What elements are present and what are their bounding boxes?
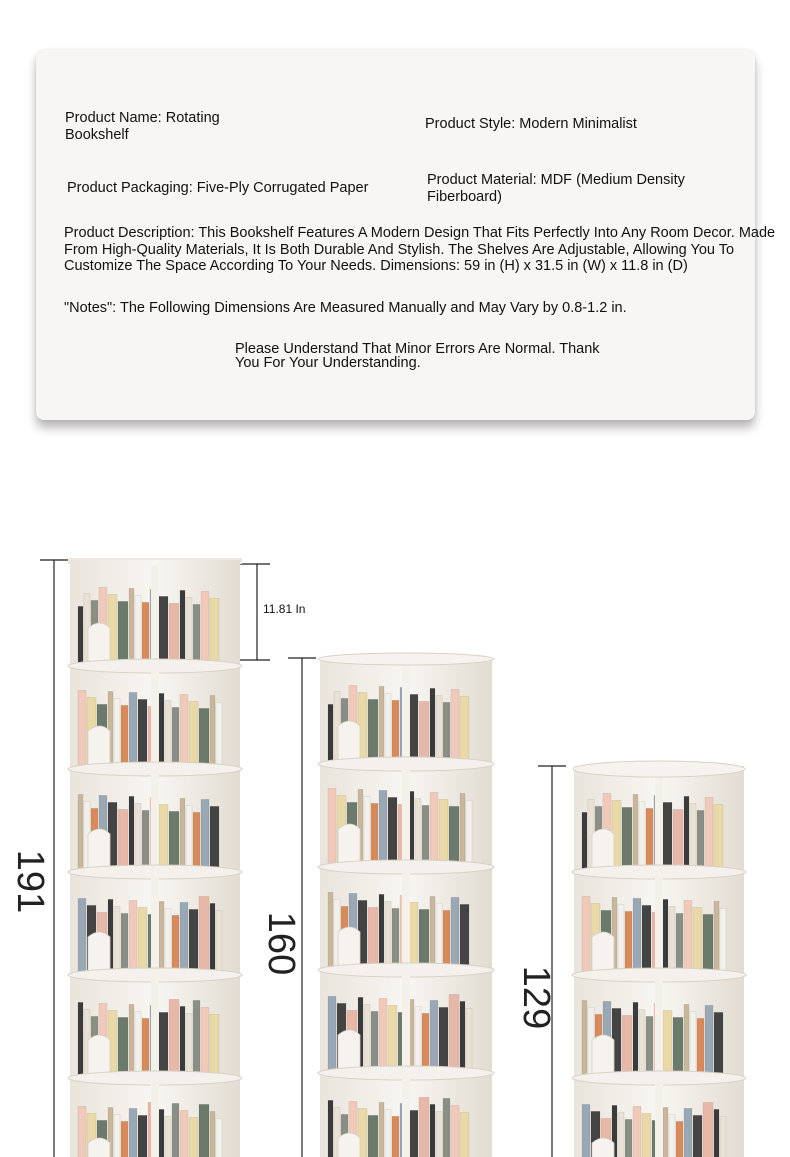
book: [210, 598, 219, 663]
book: [633, 1106, 641, 1157]
book: [78, 1002, 83, 1075]
book: [216, 1118, 222, 1157]
book: [618, 904, 624, 972]
book: [180, 902, 188, 972]
book: [684, 1108, 692, 1157]
book: [368, 1115, 378, 1157]
book: [663, 1010, 672, 1075]
book: [415, 1006, 421, 1070]
book: [388, 1005, 397, 1070]
book: [135, 595, 141, 663]
book: [138, 1115, 147, 1157]
book: [193, 604, 200, 663]
book: [165, 908, 171, 972]
book: [639, 801, 645, 869]
book: [172, 1103, 179, 1157]
book: [684, 900, 692, 972]
book: [633, 898, 641, 972]
shelf-divider: [655, 772, 663, 869]
book: [415, 798, 421, 864]
book: [118, 601, 128, 663]
book: [193, 812, 200, 869]
bookshelf-size-comparison: [0, 540, 790, 1157]
book: [371, 803, 378, 864]
book: [419, 701, 429, 761]
book: [114, 906, 120, 972]
book: [622, 1015, 632, 1075]
book: [714, 1109, 719, 1157]
book: [118, 809, 128, 869]
book: [430, 896, 435, 967]
book: [186, 805, 192, 869]
book: [684, 1004, 689, 1075]
shelf-divider: [151, 1081, 159, 1157]
book: [582, 1000, 587, 1075]
book: [443, 702, 450, 761]
shelf-divider: [151, 772, 159, 869]
book: [379, 998, 387, 1070]
book: [392, 700, 399, 761]
book: [201, 591, 209, 663]
book: [169, 999, 179, 1075]
book: [121, 913, 128, 972]
book: [138, 699, 147, 766]
bookend: [338, 721, 360, 761]
book: [385, 693, 391, 761]
book: [368, 699, 378, 761]
medium-height-measure-line: [288, 658, 316, 1157]
book: [714, 804, 723, 869]
book: [422, 805, 429, 864]
book: [449, 806, 459, 864]
book: [142, 810, 149, 869]
shelf-divider: [655, 875, 663, 972]
book: [199, 1104, 209, 1157]
book: [328, 704, 333, 761]
book: [118, 1017, 128, 1075]
shelf-divider: [655, 1081, 663, 1157]
short-height-label: 129: [515, 965, 558, 1030]
short-bookshelf: [572, 761, 746, 1157]
book: [466, 1008, 472, 1070]
book: [663, 899, 668, 972]
book: [78, 794, 83, 869]
bookend: [88, 1138, 110, 1157]
book: [697, 810, 704, 869]
book: [466, 800, 472, 864]
book: [201, 799, 209, 869]
product-spec-card: [36, 50, 776, 420]
book: [460, 904, 469, 967]
shelf-height-label: 11.81 In: [263, 602, 306, 616]
book: [646, 808, 653, 869]
book: [129, 900, 137, 972]
book: [129, 1004, 134, 1075]
product-style: Product Style: Modern Minimalist: [425, 116, 637, 132]
book: [385, 1109, 391, 1157]
book: [663, 1107, 668, 1157]
book: [642, 1113, 651, 1157]
book: [676, 913, 683, 972]
book: [199, 708, 209, 766]
book: [582, 896, 590, 972]
book: [180, 1110, 188, 1157]
book: [186, 597, 192, 663]
book: [172, 707, 179, 766]
book: [328, 892, 333, 967]
book: [138, 907, 147, 972]
book: [180, 798, 185, 869]
book: [409, 902, 418, 967]
book: [201, 1007, 209, 1075]
book: [180, 694, 188, 766]
short-height-measure-line: [538, 766, 566, 1157]
book: [705, 797, 713, 869]
top-disc: [318, 653, 494, 665]
book: [409, 694, 418, 761]
book: [460, 696, 469, 761]
book: [210, 695, 215, 766]
book: [379, 686, 384, 761]
book: [180, 590, 185, 663]
book: [129, 1108, 137, 1157]
book: [78, 898, 86, 972]
book: [159, 901, 164, 972]
book: [633, 794, 638, 869]
book: [189, 909, 198, 972]
book: [690, 1011, 696, 1075]
book: [460, 793, 465, 864]
book: [430, 688, 435, 761]
book: [379, 790, 387, 864]
book: [443, 1098, 450, 1157]
book: [622, 807, 632, 869]
book: [371, 1011, 378, 1070]
book: [159, 804, 168, 869]
product-packaging: Product Packaging: Five-Ply Corrugated Paper: [67, 180, 369, 196]
book: [121, 705, 128, 766]
bookend: [338, 1133, 360, 1157]
tall-height-label: 191: [9, 849, 52, 914]
book: [439, 799, 448, 864]
book: [180, 1006, 185, 1075]
book: [364, 796, 370, 864]
book: [328, 996, 336, 1070]
book: [714, 1012, 723, 1075]
book: [328, 788, 336, 864]
book: [460, 1001, 465, 1070]
book: [409, 1110, 418, 1157]
bookend: [592, 932, 614, 972]
book: [419, 909, 429, 967]
book: [392, 1116, 399, 1157]
book: [210, 903, 215, 972]
book: [328, 1100, 333, 1157]
book: [451, 1105, 459, 1157]
book: [451, 897, 459, 967]
book: [642, 905, 651, 972]
book: [673, 809, 683, 869]
book: [669, 1114, 675, 1157]
shelf-divider: [151, 875, 159, 972]
book: [673, 1017, 683, 1075]
product-name: Product Name: Rotating Bookshelf: [65, 110, 220, 143]
bookend: [592, 829, 614, 869]
shelf-divider: [402, 1076, 410, 1157]
product-description: Product Description: This Bookshelf Features A Modern Design That Fits Perfectly Into Any Room Decor. Made From High-Quality Materials, It Is Both Durable And Stylish. The Shelves Are Adjustable, Allowing You To Customize The Space According To Your Needs. Dimensions: 59 in (H) x 31.5 in (W) x 11.8 in (D): [64, 225, 776, 274]
medium-bookshelf: [318, 653, 494, 1157]
bookend: [338, 927, 360, 967]
book: [189, 701, 198, 766]
book: [430, 1104, 435, 1157]
book: [663, 802, 672, 869]
book: [189, 1117, 198, 1157]
book: [422, 1013, 429, 1070]
book: [625, 911, 632, 972]
book: [216, 910, 222, 972]
book: [159, 1012, 168, 1075]
book: [159, 596, 168, 663]
book: [129, 796, 134, 869]
shelf-divider: [402, 767, 410, 864]
book: [172, 915, 179, 972]
book: [165, 700, 171, 766]
book: [216, 702, 222, 766]
book: [193, 1000, 200, 1075]
book: [169, 603, 179, 663]
shelf-divider: [151, 566, 159, 663]
book: [639, 1009, 645, 1075]
book: [364, 1004, 370, 1070]
book: [368, 907, 378, 967]
book: [142, 1018, 149, 1075]
book: [385, 901, 391, 967]
book: [451, 689, 459, 761]
bookend: [88, 1035, 110, 1075]
book: [720, 1116, 726, 1157]
bookend: [88, 623, 110, 663]
book: [625, 1119, 632, 1157]
book: [210, 806, 219, 869]
book: [693, 907, 702, 972]
book: [618, 1112, 624, 1157]
book: [129, 588, 134, 663]
book: [210, 1014, 219, 1075]
book: [436, 695, 442, 761]
book: [430, 1000, 438, 1070]
book: [379, 1102, 384, 1157]
medium-height-label: 160: [260, 911, 303, 976]
book: [419, 1097, 429, 1157]
shelf-divider: [151, 669, 159, 766]
book: [121, 1121, 128, 1157]
shelf-divider: [402, 870, 410, 967]
book: [720, 908, 726, 972]
book: [703, 914, 713, 972]
book: [697, 1018, 704, 1075]
shelf-divider: [402, 664, 410, 761]
bookend: [592, 1138, 614, 1157]
book: [114, 698, 120, 766]
book: [169, 811, 179, 869]
shelf-divider: [402, 973, 410, 1070]
book: [78, 690, 86, 766]
bookend: [88, 726, 110, 766]
book: [714, 901, 719, 972]
shelf-divider: [655, 978, 663, 1075]
book: [690, 803, 696, 869]
book: [210, 1111, 215, 1157]
book: [443, 910, 450, 967]
book: [582, 812, 587, 869]
tall-bookshelf: [68, 558, 242, 1157]
book: [582, 1104, 590, 1157]
book: [78, 1106, 86, 1157]
book: [676, 1121, 683, 1157]
bookend: [338, 1030, 360, 1070]
book: [436, 1111, 442, 1157]
book: [436, 903, 442, 967]
book: [460, 1112, 469, 1157]
bookend: [88, 932, 110, 972]
book: [135, 1011, 141, 1075]
book: [693, 1115, 702, 1157]
book: [165, 1116, 171, 1157]
book: [439, 1007, 448, 1070]
product-material: Product Material: MDF (Medium Density Fiberboard): [427, 172, 685, 205]
bookend: [338, 824, 360, 864]
book: [78, 606, 83, 663]
book: [142, 602, 149, 663]
book: [684, 796, 689, 869]
book: [388, 797, 397, 864]
measurement-notes: "Notes": The Following Dimensions Are Measured Manually and May Vary by 0.8-1.2 in.: [64, 300, 627, 316]
book: [392, 908, 399, 967]
book: [669, 906, 675, 972]
book: [114, 1114, 120, 1157]
book: [633, 1002, 638, 1075]
shelf-divider: [151, 978, 159, 1075]
book: [703, 1102, 713, 1157]
book: [186, 1013, 192, 1075]
book: [430, 792, 438, 864]
book: [135, 803, 141, 869]
book: [159, 693, 164, 766]
top-disc: [573, 761, 745, 777]
book: [646, 1016, 653, 1075]
error-disclaimer: Please Understand That Minor Errors Are Normal. Thank You For Your Understanding.: [235, 341, 600, 371]
bookend: [88, 829, 110, 869]
book: [705, 1005, 713, 1075]
book: [449, 994, 459, 1070]
book: [379, 894, 384, 967]
bookend: [592, 1035, 614, 1075]
book: [129, 692, 137, 766]
book: [199, 896, 209, 972]
book: [159, 1109, 164, 1157]
